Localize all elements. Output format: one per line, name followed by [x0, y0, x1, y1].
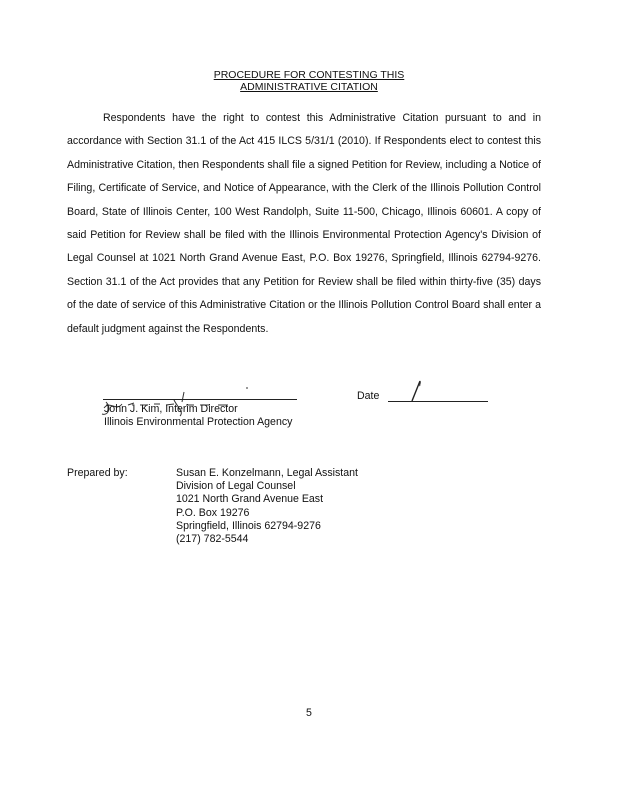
- prepared-by-line: P.O. Box 19276: [176, 506, 250, 519]
- date-label: Date: [357, 390, 380, 402]
- date-handwritten-mark: [408, 380, 428, 402]
- prepared-by-label: Prepared by:: [67, 467, 128, 479]
- prepared-by-line: Division of Legal Counsel: [176, 480, 296, 493]
- prepared-by-line: Springfield, Illinois 62794-9276: [176, 519, 321, 532]
- prepared-by-line: 1021 North Grand Avenue East: [176, 493, 324, 506]
- page-number: 5: [306, 707, 312, 719]
- procedure-paragraph: Respondents have the right to contest this Administrative Citation pursuant to and in accordance with Section 31.1 of the Act 415 ILCS 5/31/1 (2010). If Respondents elect to contest this Administrative Citation, then Respondents shall file a signed Petition for Review, including a Notice of Filing, Certificate of Service, and Notice of Appearance, with the Clerk of the Illinois Pollution Control Board, State of Illinois Center, 100 West Randolph, Suite 11-500, Chicago, Illinois 60601. A copy of said Petition for Review shall be filed with the Illinois Environmental Protection Agency's Division of Legal Counsel at 1021 North Grand Avenue East, P.O. Box 19276, Springfield, Illinois 62794-9276. Section 31.1 of the Act provides that any Petition for Review shall be filed within thirty-five (35) days of the date of service of this Administrative Citation or the Illinois Pollution Control Board shall enter a default judgment against the Respondents.: [67, 112, 541, 335]
- signature-line: [103, 399, 297, 400]
- signer-agency: Illinois Environmental Protection Agency: [104, 416, 293, 428]
- signer-name-title: John J. Kim, Interim Director: [104, 403, 238, 415]
- prepared-by-block: [176, 467, 358, 546]
- prepared-by-line: Susan E. Konzelmann, Legal Assistant: [176, 467, 358, 479]
- prepared-by-line: (217) 782-5544: [176, 533, 249, 546]
- document-title-line1: PROCEDURE FOR CONTESTING THIS: [213, 69, 405, 81]
- date-line: [388, 401, 488, 402]
- document-title-line2: ADMINISTRATIVE CITATION: [240, 81, 378, 93]
